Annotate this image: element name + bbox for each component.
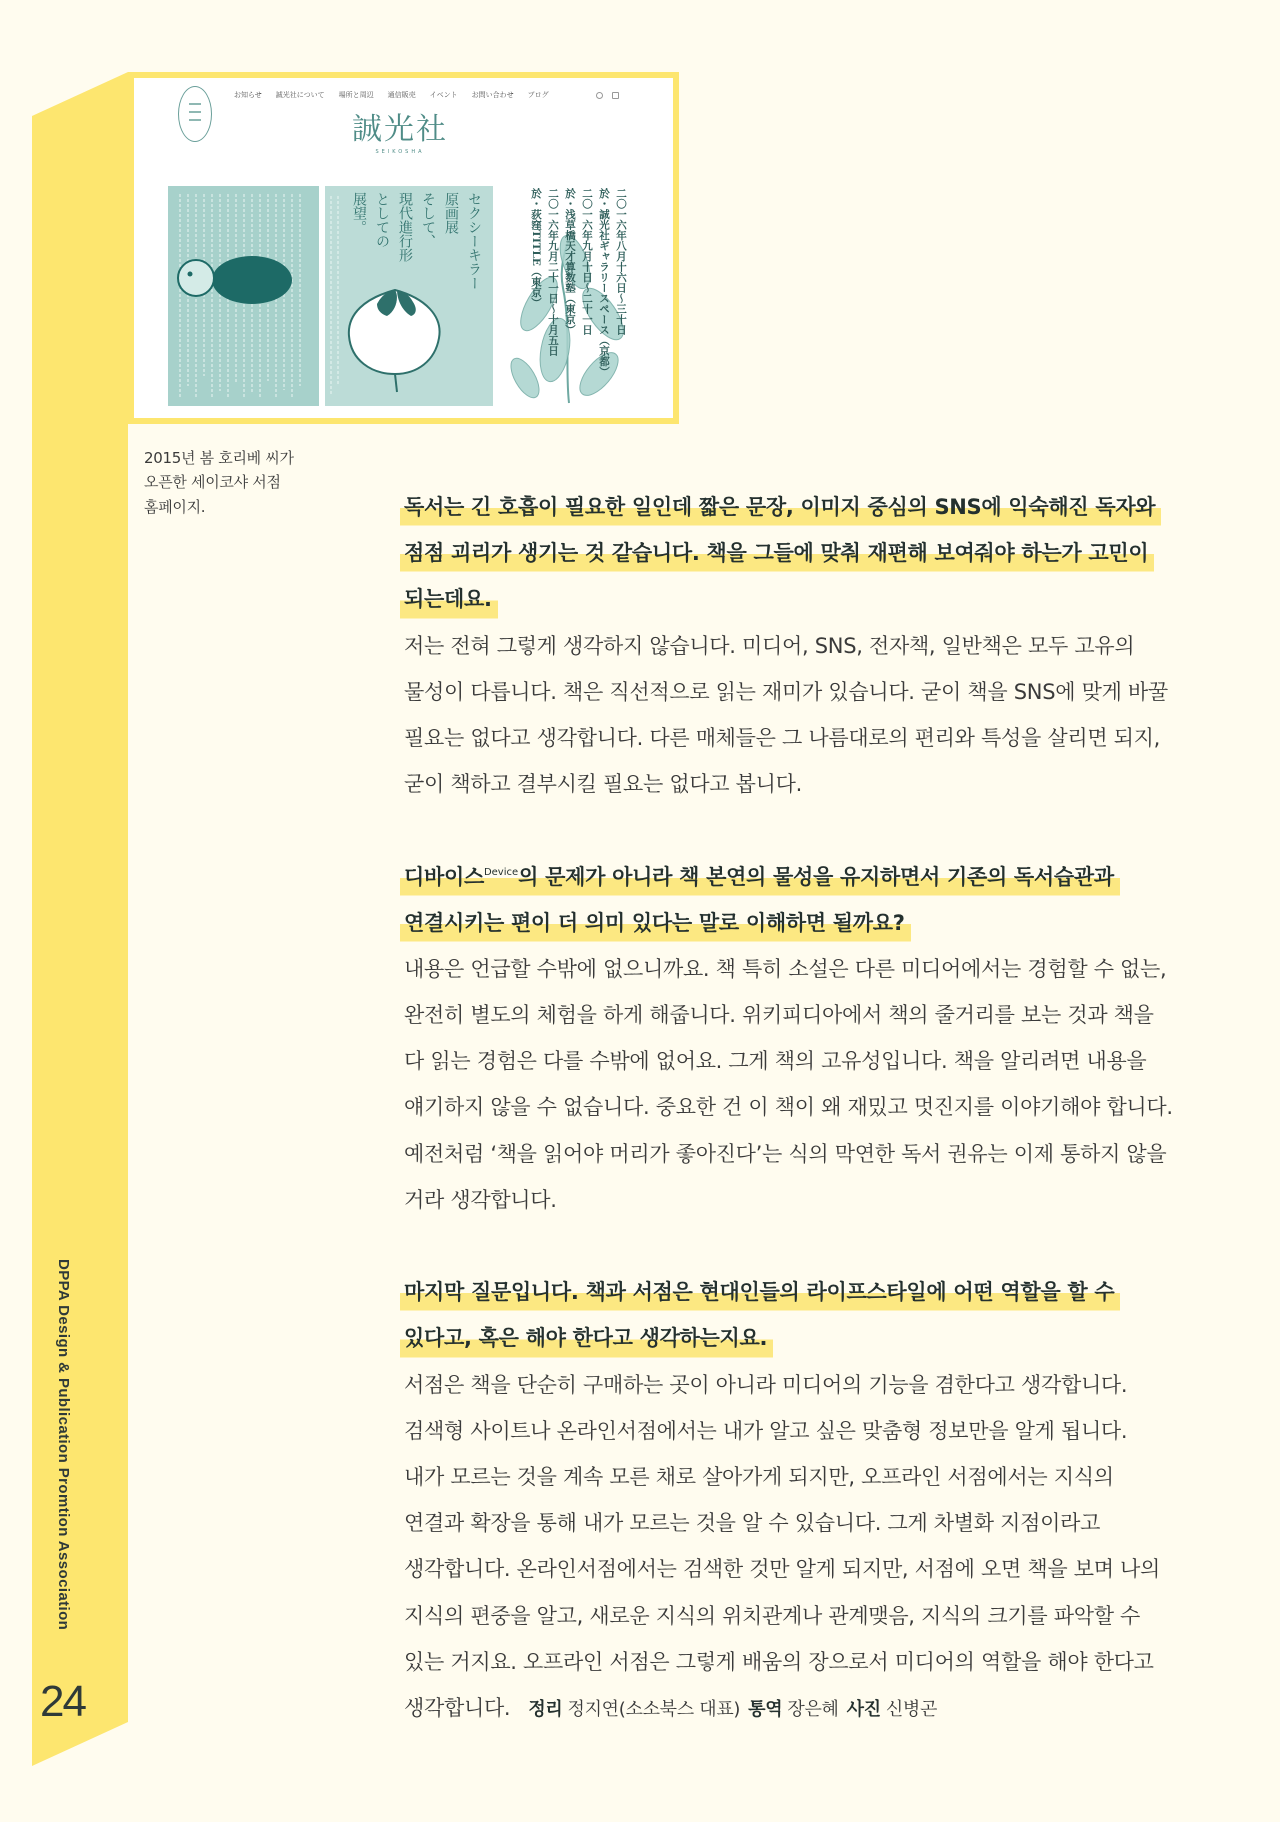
nav-item-blog: ブログ: [527, 91, 549, 99]
nav-item-mail-order: 通信販売: [387, 91, 416, 99]
schedule-line: 二〇一六年九月二十一日〜十月五日: [547, 188, 559, 356]
answer-line: 생각합니다. 온라인서점에서는 검색한 것만 알게 되지만, 서점에 오면 책을 보며 나의: [404, 1557, 1161, 1582]
turtle-illustration: [168, 186, 319, 406]
credit-role: 사진: [846, 1698, 881, 1720]
credit-name: 장은혜: [787, 1698, 839, 1720]
poster-title-line: セクシーキラー: [466, 192, 482, 290]
interview-body: [404, 484, 1173, 1731]
answer-line: 저는 전혀 그렇게 생각하지 않습니다. 미디어, SNS, 전자책, 일반책은 모두 고유의: [404, 633, 1135, 658]
answer-line: 내용은 언급할 수밖에 없으니까요. 책 특히 소설은 다른 미디어에서는 경험할 수 없는,: [404, 956, 1167, 981]
poster-title-line: 原画展: [443, 192, 459, 234]
answer-line: 필요는 없다고 생각합니다. 다른 매체들은 그 나름대로의 편리와 특성을 살리면 되지,: [404, 725, 1161, 750]
website-nav: [234, 91, 549, 100]
question-line: 마지막 질문입니다. 책과 서점은 현대인들의 라이프스타일에 어떤 역할을 할 수: [404, 1269, 1173, 1315]
nav-item-contact: お問い合わせ: [471, 91, 514, 99]
question-lead: 디바이스: [404, 864, 484, 889]
figure-caption: [144, 446, 294, 519]
question-line: 독서는 긴 호흡이 필요한 일인데 짧은 문장, 이미지 중심의 SNS에 익숙해진 독자와: [404, 484, 1173, 530]
schedule-line: 於・誠光社ギャラリースペース（京都）: [598, 188, 610, 377]
poster-panel-left: [168, 186, 319, 406]
nav-item-about: 誠光社について: [275, 91, 325, 99]
website-logo-roman: SEIKOSHA: [375, 149, 425, 155]
credit-role: 통역: [748, 1698, 783, 1720]
answer-line: 완전히 별도의 체험을 하게 해줍니다. 위키피디아에서 책의 줄거리를 보는 것과 책을: [404, 1003, 1154, 1028]
publisher-name: DPPA Design & Publication Promtion Association: [55, 1259, 72, 1631]
question-line: 연결시키는 편이 더 의미 있다는 말로 이해하면 될까요?: [404, 900, 1173, 946]
section-gap: [404, 807, 1173, 853]
website-logo: 誠光社: [352, 112, 448, 147]
nav-item-events: イベント: [429, 91, 458, 99]
question-line: 있다고, 혹은 해야 한다고 생각하는지요.: [404, 1315, 1173, 1361]
schedule-line: 二〇一六年八月十六日〜三十日: [615, 188, 627, 335]
credit-role: 정리: [528, 1698, 563, 1720]
poster-title-line: そして、: [420, 192, 436, 248]
answer-line: 서점은 책을 단순히 구매하는 곳이 아니라 미디어의 기능을 겸한다고 생각합니다.: [404, 1372, 1128, 1397]
poster-panel-middle: [325, 186, 493, 406]
caption-line: 오픈한 세이코샤 서점: [144, 473, 281, 492]
answer-line: 연결과 확장을 통해 내가 모르는 것을 알 수 있습니다. 그게 차별화 지점이라고: [404, 1511, 1101, 1536]
poster-title-line: 展望。: [351, 192, 367, 234]
section-gap: [404, 1223, 1173, 1269]
schedule-line: 於・浅草橋天才算数塾（東京）: [564, 188, 576, 335]
caption-line: 2015년 봄 호리베 씨가: [144, 449, 294, 467]
question-line: 되는데요.: [404, 576, 1173, 622]
exhibition-schedule: [527, 188, 629, 413]
answer-line: 굳이 책하고 결부시킬 필요는 없다고 봅니다.: [404, 772, 802, 797]
answer-line: 다 읽는 경험은 다를 수밖에 없어요. 그게 책의 고유성입니다. 책을 알리려면 내용을: [404, 1049, 1147, 1074]
schedule-line: 二〇一六年九月十日〜二十一日: [581, 188, 593, 335]
poster-title-line: としての: [374, 192, 390, 248]
question-line: 점점 괴리가 생기는 것 같습니다. 책을 그들에 맞춰 재편해 보여줘야 하는가 고민이: [404, 530, 1173, 576]
poster-title-line: 現代進行形: [397, 192, 413, 262]
answer-line: 지식의 편중을 알고, 새로운 지식의 위치관계나 관계맺음, 지식의 크기를 파악할 수: [404, 1603, 1141, 1628]
credit-name: 신병곤: [885, 1698, 938, 1720]
credits: [520, 1699, 937, 1720]
schedule-line: 於・荻窪TITLE（東京）: [530, 188, 542, 308]
page-number: 24: [40, 1677, 85, 1726]
answer-line: 생각합니다. 정리 정지연(소소북스 대표) 통역 장은혜 사진 신병곤: [404, 1695, 938, 1720]
caption-line: 홈페이지.: [144, 497, 206, 516]
answer-line: 내가 모르는 것을 계속 모른 채로 살아가게 되지만, 오프라인 서점에서는 지식의: [404, 1464, 1114, 1489]
website-nav-icons: [596, 92, 619, 99]
answer-line: 거라 생각합니다.: [404, 1187, 557, 1212]
answer-line: 있는 거지요. 오프라인 서점은 그렇게 배움의 장으로서 미디어의 역할을 해야 한다고: [404, 1649, 1154, 1674]
answer-line: 얘기하지 않을 수 없습니다. 중요한 건 이 책이 왜 재밌고 멋진지를 이야기해야 합니다.: [404, 1095, 1173, 1120]
credit-name: 정지연(소소북스 대표): [567, 1698, 741, 1720]
nav-item-news: お知らせ: [234, 91, 262, 99]
answer-line: 예전처럼 ‘책을 읽어야 머리가 좋아진다’는 식의 막연한 독서 권유는 이제 통하지 않을: [404, 1141, 1167, 1166]
nav-item-location: 場所と周辺: [338, 91, 374, 99]
answer-line: 물성이 다릅니다. 책은 직선적으로 읽는 재미가 있습니다. 굳이 책을 SNS에 맞게 바꿀: [404, 679, 1168, 704]
website-screenshot: [128, 72, 679, 424]
question-line: 디바이스$^{Device}$의 문제가 아니라 책 본연의 물성을 유지하면서 기존의 독서습관과: [404, 854, 1173, 900]
question-superscript: Device: [483, 866, 519, 878]
poster-title: [347, 192, 485, 397]
search-icon: [596, 92, 603, 99]
seikosha-seal-logo: [178, 86, 212, 142]
social-icon: [612, 92, 619, 99]
answer-line: 검색형 사이트나 온라인서점에서는 내가 알고 싶은 맞춤형 정보만을 알게 됩니다.: [404, 1418, 1128, 1443]
